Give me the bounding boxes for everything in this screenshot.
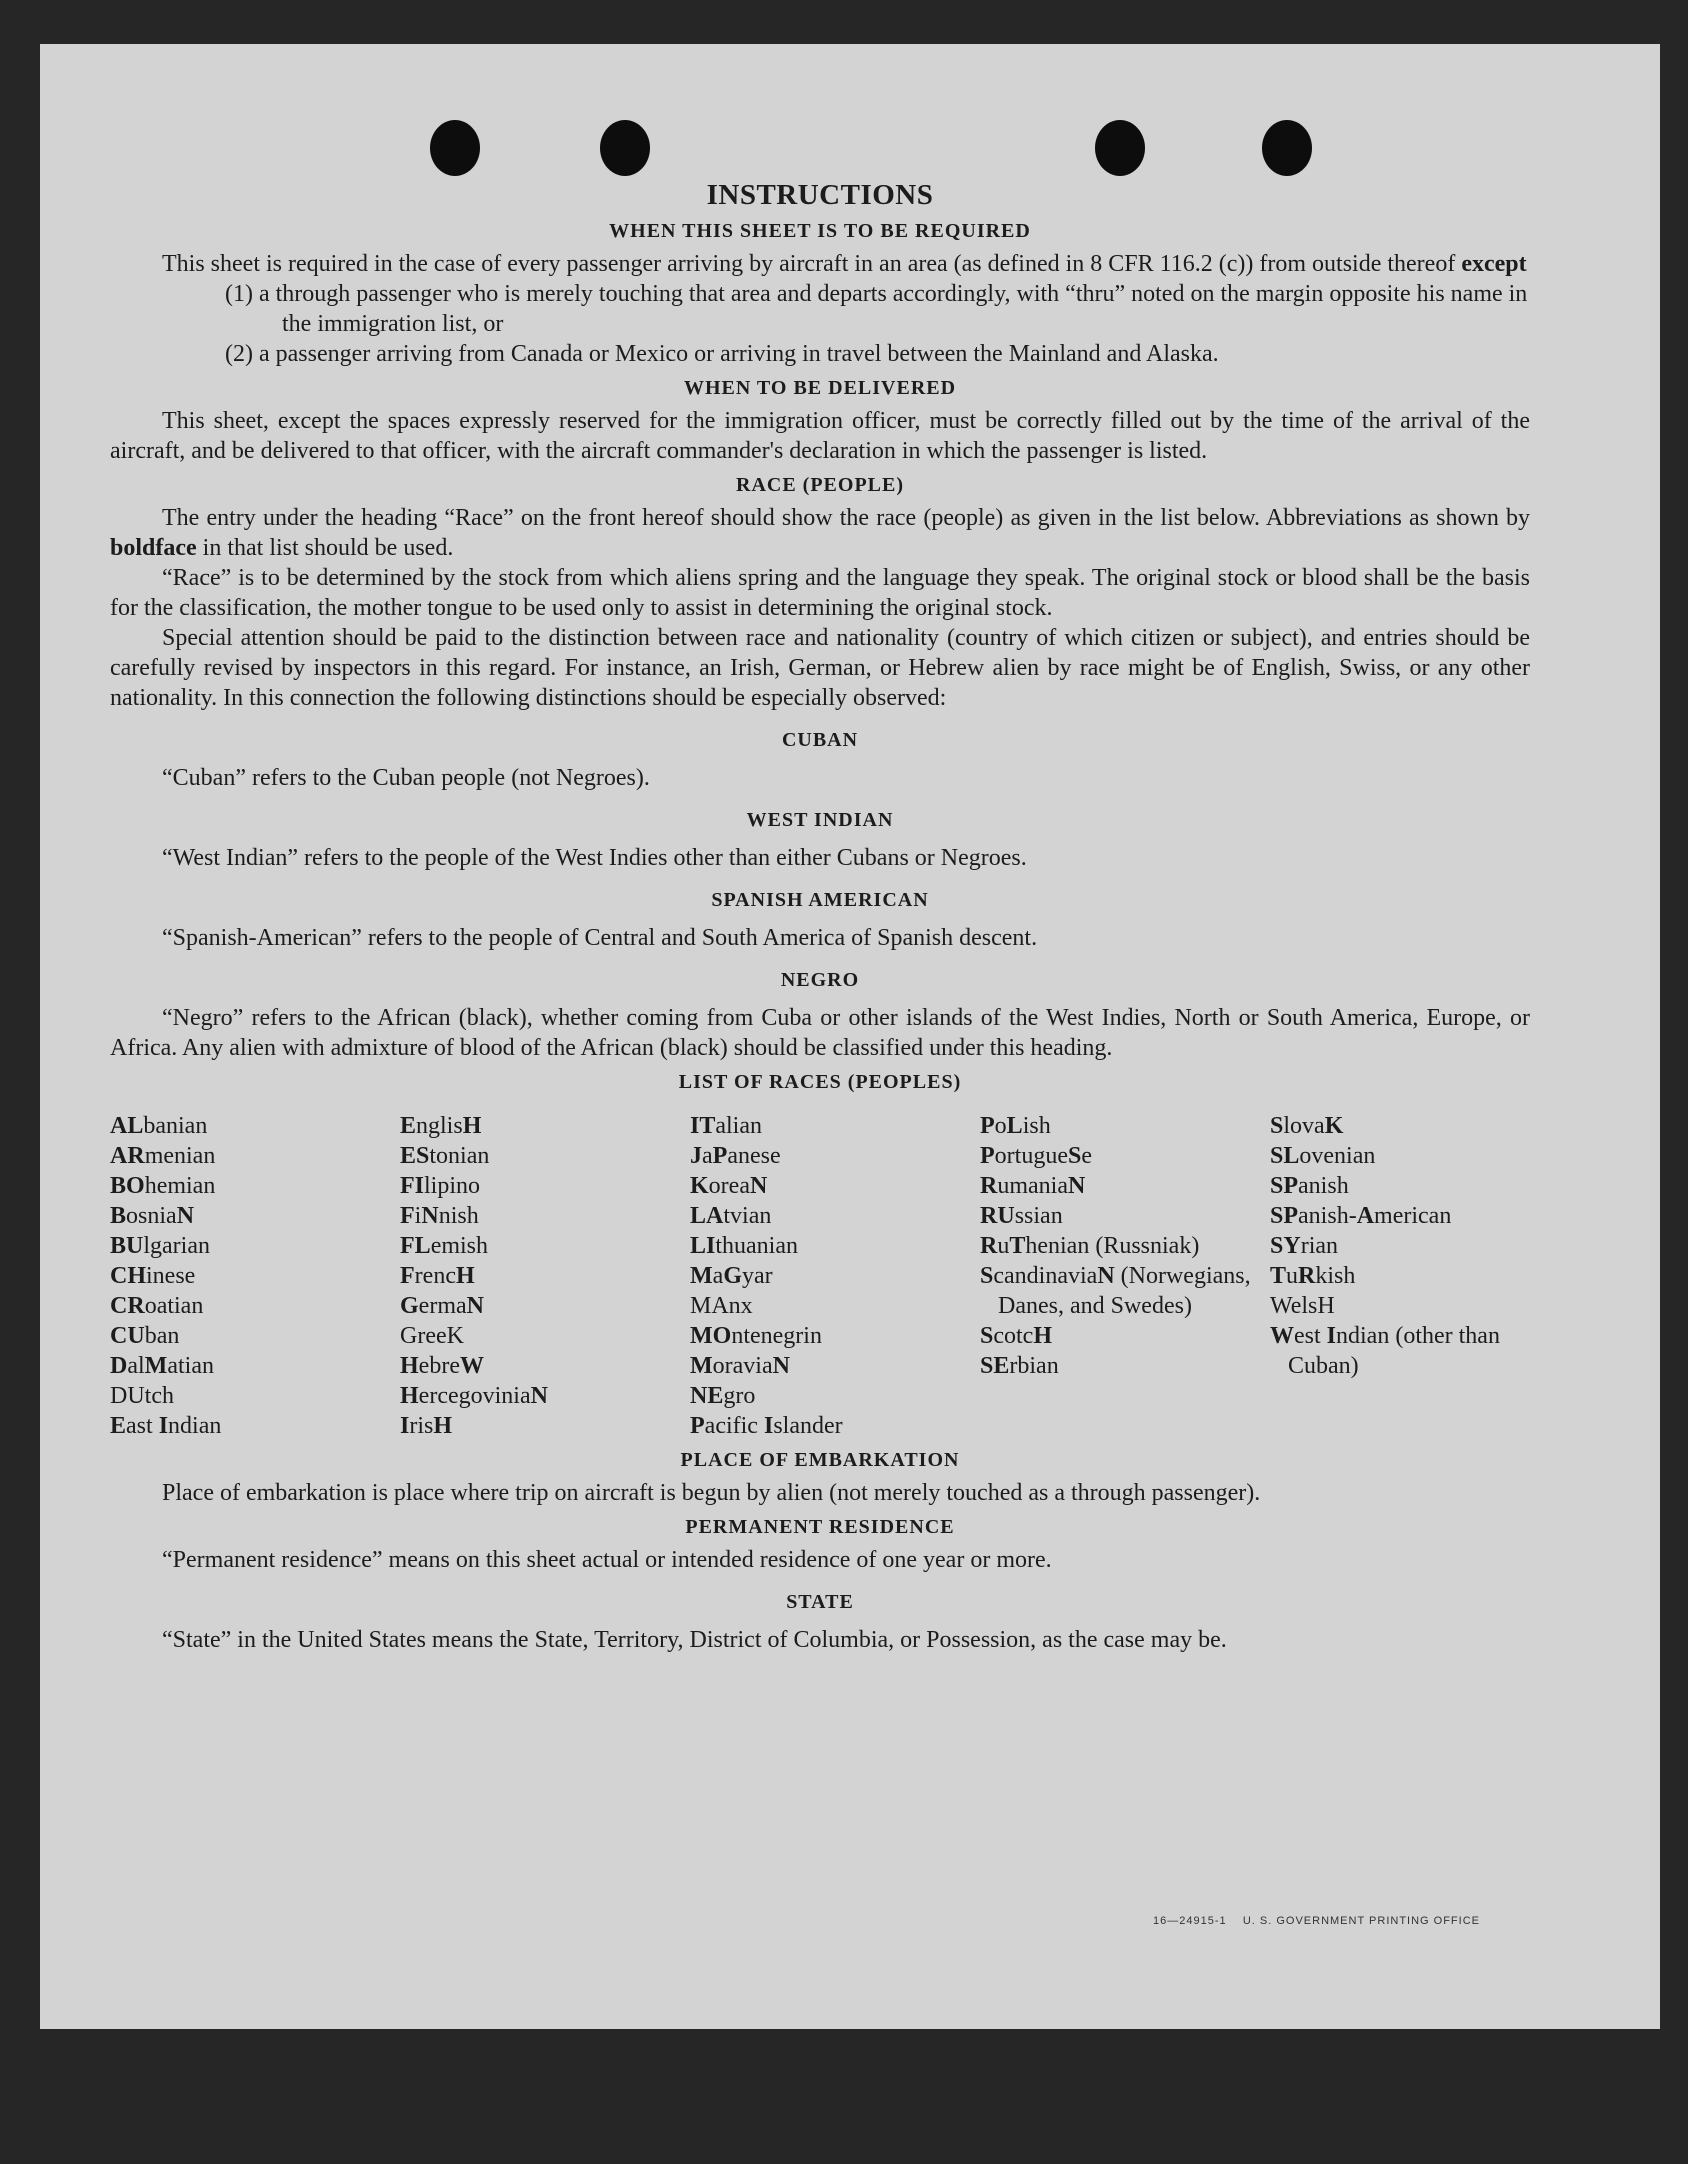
negro-text: “Negro” refers to the African (black), whether coming from Cuba or other islands of the West Indies, North or South America, Europe, or Africa. Any alien with admixture of blood of the African (black) should be classified under this heading. [110,1005,1530,1061]
race-item: MaGyar [690,1263,773,1289]
exception-item: (2) a passenger arriving from Canada or Mexico or arriving in travel between the Mainland and Alaska. [225,341,1219,367]
race-item: SErbian [980,1353,1059,1379]
race-item: RumaniaN [980,1173,1086,1199]
heading-state: STATE [786,1591,854,1613]
punch-hole [430,120,480,176]
race-item: DalMatian [110,1353,214,1379]
race-item: PoLish [980,1113,1051,1139]
race-item: BosniaN [110,1203,195,1229]
race-item: CRoatian [110,1293,204,1319]
embarkation-text: Place of embarkation is place where trip on aircraft is begun by alien (not merely touched as a through passenger). [162,1480,1261,1506]
race-item: NEgro [690,1383,756,1409]
cuban-text: “Cuban” refers to the Cuban people (not Negroes). [162,765,650,791]
exception-item: (1) a through passenger who is merely touching that area and departs accordingly, with “thru” noted on the margin opposite his name in the immigration list, or [225,281,1528,337]
race-item: RuThenian (Russniak) [980,1233,1200,1259]
race-column [980,1111,1270,1441]
race-list [110,1111,1530,1441]
race-item: ARmenian [110,1143,216,1169]
race-item: KoreaN [690,1173,768,1199]
race-item: EnglisH [400,1113,482,1139]
required-intro: This sheet is required in the case of every passenger arriving by aircraft in an area (as defined in 8 CFR 116.2 (c)) from outside thereof except [162,251,1527,277]
heading-required: WHEN THIS SHEET IS TO BE REQUIRED [609,220,1031,242]
race-item: BOhemian [110,1173,216,1199]
race-item: JaPanese [690,1143,781,1169]
punch-hole [600,120,650,176]
heading-race: RACE (PEOPLE) [736,474,904,496]
race-item: HebreW [400,1353,484,1379]
race-item: MAnx [690,1293,753,1319]
race-item: MoraviaN [690,1353,790,1379]
heading-delivered: WHEN TO BE DELIVERED [683,377,957,399]
heading-cuban: CUBAN [781,729,859,751]
race-column [400,1111,690,1441]
race-item: West Indian (other than Cuban) [1270,1323,1500,1379]
race-column [1270,1111,1540,1441]
race-item: EStonian [400,1143,490,1169]
race-item: Pacific Islander [690,1413,843,1439]
race-item: ScandinaviaN (Norwegians, Danes, and Swedes) [980,1263,1251,1319]
print-code: 16—24915-1 U. S. GOVERNMENT PRINTING OFFICE [1153,1915,1480,1927]
race-item: MOntenegrin [690,1323,822,1349]
race-item: FIlipino [400,1173,481,1199]
heading-race-list: LIST OF RACES (PEOPLES) [678,1071,962,1093]
punch-hole [1095,120,1145,176]
race-item: SPanish-American [1270,1203,1452,1229]
race-item: ScotcH [980,1323,1053,1349]
race-para-1: The entry under the heading “Race” on the front hereof should show the race (people) as given in the list below. Abbreviations as shown by boldface in that list should be used. [110,505,1530,561]
race-para-3: Special attention should be paid to the distinction between race and nationality (country of which citizen or subject), and entries should be carefully revised by inspectors in this regard. For instance, an Irish, German, or Hebrew alien by race might be of English, Swiss, or any other nationality. In this connection the following distinctions should be especially observed: [110,625,1530,711]
race-item: HercegoviniaN [400,1383,548,1409]
race-item: WelsH [1270,1293,1335,1319]
instructions-content [110,180,1530,1655]
race-item: ITalian [690,1113,762,1139]
spanish-american-text: “Spanish-American” refers to the people of Central and South America of Spanish descent. [162,925,1038,951]
heading-negro: NEGRO [780,969,860,991]
heading-spanish-american: SPANISH AMERICAN [711,889,929,911]
race-item: East Indian [110,1413,222,1439]
race-item: DUtch [110,1383,174,1409]
punch-hole [1262,120,1312,176]
race-item: PortugueSe [980,1143,1092,1169]
state-text: “State” in the United States means the State, Territory, District of Columbia, or Possession, as the case may be. [162,1627,1227,1653]
race-item: FiNnish [400,1203,479,1229]
delivered-text: This sheet, except the spaces expressly reserved for the immigration officer, must be correctly filled out by the time of the arrival of the aircraft, and be delivered to that officer, with the aircraft commander's declaration in which the passenger is listed. [110,408,1530,464]
race-item: SLovenian [1270,1143,1376,1169]
race-item: SPanish [1270,1173,1349,1199]
heading-embarkation: PLACE OF EMBARKATION [680,1449,960,1471]
race-item: CUban [110,1323,180,1349]
heading-west-indian: WEST INDIAN [746,809,894,831]
page-title: INSTRUCTIONS [706,179,934,211]
race-item: GermaN [400,1293,484,1319]
race-item: GreeK [400,1323,464,1349]
race-item: FLemish [400,1233,489,1259]
race-item: RUssian [980,1203,1063,1229]
race-item: LAtvian [690,1203,772,1229]
race-item: IrisH [400,1413,453,1439]
race-item: LIthuanian [690,1233,798,1259]
race-item: SYrian [1270,1233,1339,1259]
race-item: TuRkish [1270,1263,1356,1289]
race-column [110,1111,400,1441]
race-item: CHinese [110,1263,196,1289]
race-column [690,1111,980,1441]
residence-text: “Permanent residence” means on this sheet actual or intended residence of one year or more. [162,1547,1052,1573]
race-item: FrencH [400,1263,475,1289]
race-item: ALbanian [110,1113,208,1139]
race-item: BUlgarian [110,1233,210,1259]
heading-residence: PERMANENT RESIDENCE [685,1516,955,1538]
west-indian-text: “West Indian” refers to the people of the West Indies other than either Cubans or Negroes. [162,845,1027,871]
race-para-2: “Race” is to be determined by the stock from which aliens spring and the language they speak. The original stock or blood shall be the basis for the classification, the mother tongue to be used only to assist in determining the original stock. [110,565,1530,621]
race-item: SlovaK [1270,1113,1344,1139]
